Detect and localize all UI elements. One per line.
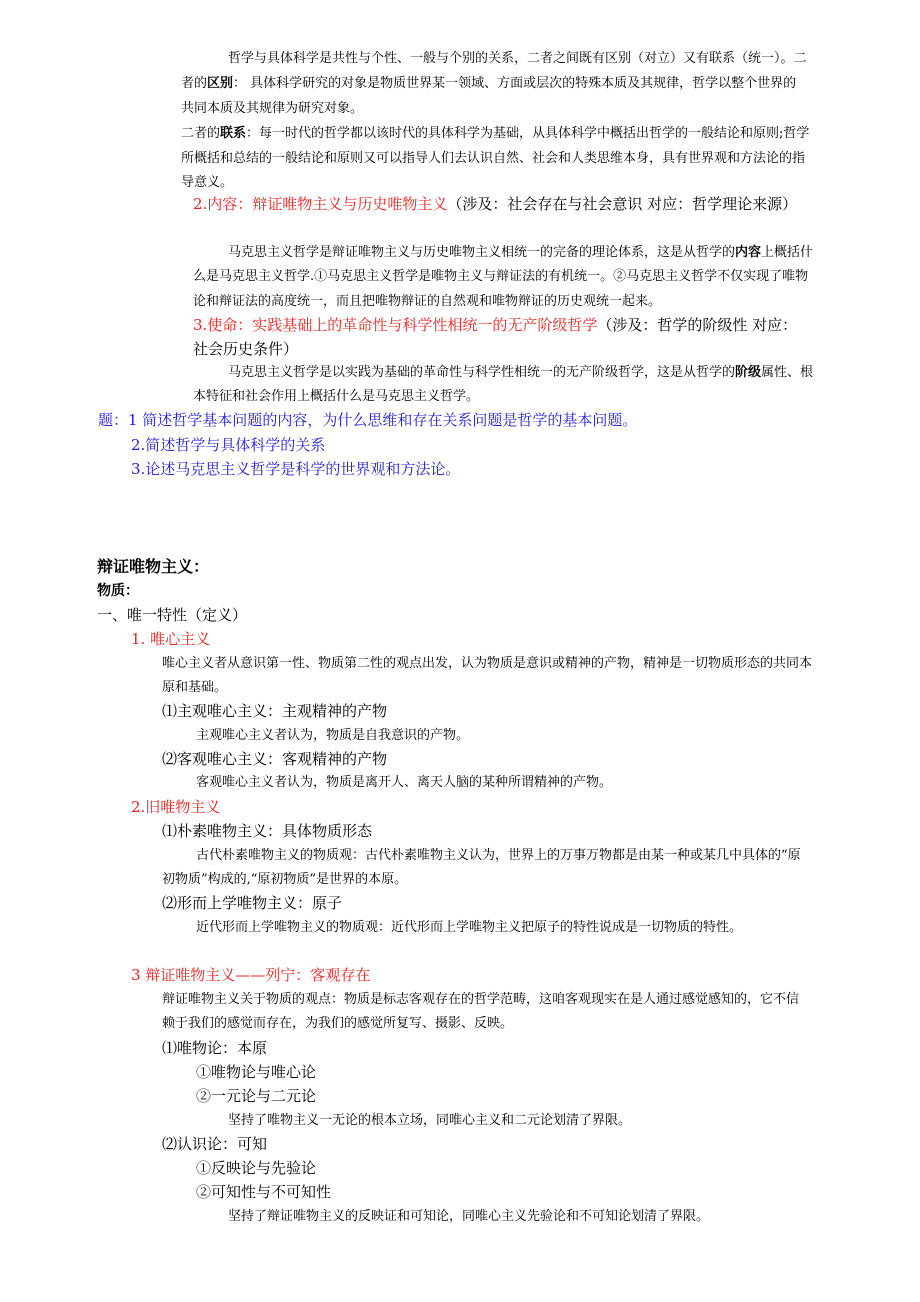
heading-note: （涉及：社会存在与社会意识 对应：哲学理论来源） [447,195,798,213]
content-line [228,246,813,259]
text: ：每一时代的哲学都以该时代的具体科学为基础，从具体科学中概括出哲学的一般结论和原则;哲学 [246,126,810,141]
objective-idealism-heading: ⑵客观唯心主义：客观精神的产物 [162,750,388,768]
subjective-idealism-heading: ⑴主观唯心主义：主观精神的产物 [162,702,388,720]
content-line: 论和辩证法的高度统一，而且把唯物辩证的自然观和唯物辩证的历史观统一起来。 [193,294,662,309]
heading-red: 3.使命：实践基础上的革命性与科学性相统一的无产阶级哲学 [193,316,598,334]
section-title: 辩证唯物主义： [97,557,210,576]
dialectical-line: 赖于我们的感觉而存在，为我们的感觉所复写、摄影、反映。 [162,1016,514,1031]
dialectical-line: 辩证唯物主义关于物质的观点：物质是标志客观存在的哲学范畴，这咱客观现实在是人通过感觉感知的，它不信 [162,992,800,1007]
metaphysical-materialism-text: 近代形而上学唯物主义的物质观：近代形而上学唯物主义把原子的特性说成是一切物质的特性。 [196,920,743,935]
epistemology-text: 坚持了辩证唯物主义的反映证和可知论，同唯心主义先验论和不可知论划清了界限。 [228,1209,710,1224]
text: 上概括什 [761,245,814,260]
intro-line [181,127,809,140]
metaphysical-materialism-heading: ⑵形而上学唯物主义：原子 [162,894,343,912]
text: ： 具体科学研究的对象是物质世界某一领域、方面或层次的特殊本质及其规律，哲学以整个世界的 [233,76,797,91]
mission-line [228,366,813,379]
ontology-item: ②一元论与二元论 [196,1087,317,1105]
idealism-heading: 1. 唯心主义 [131,630,211,648]
text: 属性、根 [761,365,814,380]
question-item: 3.论述马克思主义哲学是科学的世界观和方法论。 [131,460,461,478]
heading-note: （涉及：哲学的阶级性 对应： [597,316,798,334]
text: 马克思主义哲学是辩证唯物主义与历史唯物主义相统一的完备的理论体系，这是从哲学的 [228,245,736,260]
text: 马克思主义哲学是以实践为基础的革命性与科学性相统一的无产阶级哲学，这是从哲学的 [228,365,736,380]
section-subtitle: 物质： [97,583,139,599]
old-materialism-heading: 2.旧唯物主义 [131,798,221,816]
intro-line: 所概括和总结的一般结论和原则又可以指导人们去认识自然、社会和人类思维本身，具有世界观和方法论的指 [181,151,806,166]
subjective-idealism-text: 主观唯心主义者认为，物质是自我意识的产物。 [196,728,470,743]
bold-term: 内容 [735,245,762,260]
naive-materialism-heading: ⑴朴素唯物主义：具体物质形态 [162,822,373,840]
ontology-heading: ⑴唯物论：本原 [162,1039,268,1057]
intro-line: 哲学与具体科学是共性与个性、一般与个别的关系，二者之间既有区别（对立）又有联系（统一）。二 [228,51,807,66]
part-heading: 一、唯一特性（定义） [97,606,248,624]
dialectical-materialism-heading: 3 辩证唯物主义——列宁：客观存在 [131,966,371,984]
intro-line [181,77,796,90]
intro-line: 导意义。 [181,175,234,190]
objective-idealism-text: 客观唯心主义者认为，物质是离开人、离天人脑的某种所谓精神的产物。 [196,775,613,790]
bold-term: 区别 [207,76,234,91]
epistemology-item: ①反映论与先验论 [196,1159,317,1177]
bold-term: 阶级 [735,365,762,380]
naive-materialism-line: 初物质”构成的,“原初物质”是世界的本原。 [162,872,408,887]
question-item: 题：1 简述哲学基本问题的内容，为什么思维和存在关系问题是哲学的基本问题。 [98,411,638,429]
intro-line: 共同本质及其规律为研究对象。 [181,101,364,116]
mission-heading [193,318,797,333]
epistemology-heading: ⑵认识论：可知 [162,1135,268,1153]
text: 者的 [181,76,208,91]
epistemology-item: ②可知性与不可知性 [196,1183,332,1201]
mission-heading-cont: 社会历史条件） [193,340,299,358]
heading-red: 2.内容：辩证唯物主义与历史唯物主义 [193,195,448,213]
ontology-item: ①唯物论与唯心论 [196,1063,317,1081]
content-heading [193,197,797,212]
ontology-text: 坚持了唯物主义一无论的根本立场，同唯心主义和二元论划清了界限。 [228,1113,632,1128]
bold-term: 联系 [220,126,247,141]
idealism-line: 唯心主义者从意识第一性、物质第二性的观点出发，认为物质是意识或精神的产物，精神是一切物质形态的共同本 [162,656,813,671]
idealism-line: 原和基础。 [162,680,228,695]
mission-line: 本特征和社会作用上概括什么是马克思主义哲学。 [193,389,480,404]
question-item: 2.简述哲学与具体科学的关系 [131,436,326,454]
naive-materialism-line: 古代朴素唯物主义的物质观：古代朴素唯物主义认为，世界上的万事万物都是由某一种或某几中具体的“原 [196,848,801,863]
content-line: 么是马克思主义哲学.①马克思主义哲学是唯物主义与辩证法的有机统一。②马克思主义哲学不仅实现了唯物 [193,269,809,284]
text: 二者的 [181,126,221,141]
